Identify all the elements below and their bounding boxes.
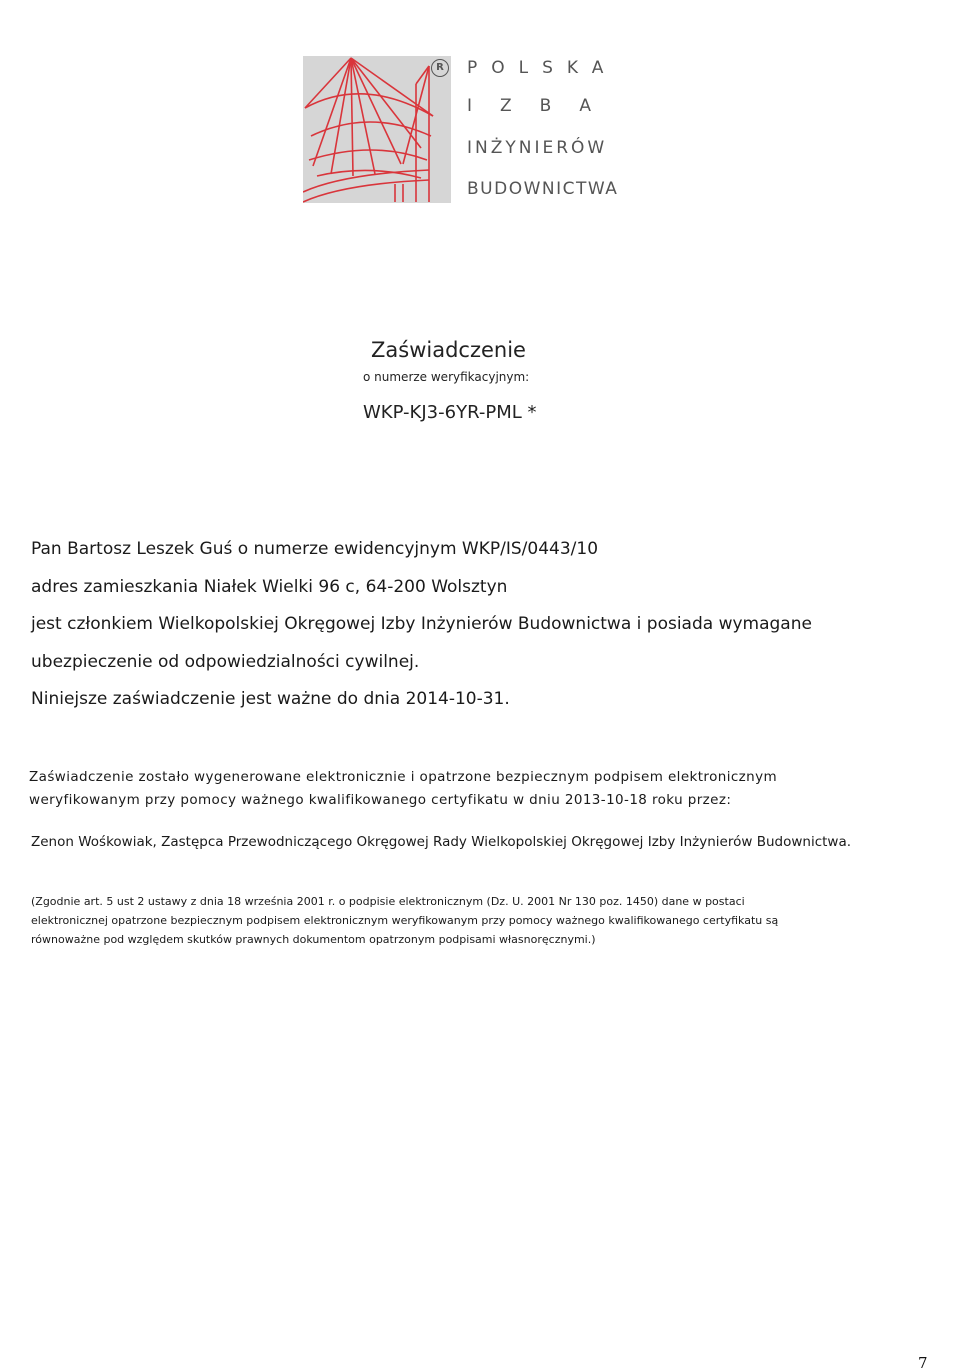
legal-line-2: elektronicznej opatrzone bezpiecznym podpisem elektronicznym weryfikowanym przy pomocy ważnego kwalifikowanego certyfikatu są — [31, 914, 779, 927]
document-title: Zaświadczenie — [371, 338, 526, 362]
body-line-member: Pan Bartosz Leszek Guś o numerze ewidencyjnym WKP/IS/0443/10 — [31, 539, 599, 559]
legal-line-1: (Zgodnie art. 5 ust 2 ustawy z dnia 18 września 2001 r. o podpisie elektronicznym (Dz. U. 2001 Nr 130 poz. 1450) dane w postaci — [31, 895, 745, 908]
signature-line-1: Zaświadczenie zostało wygenerowane elektronicznie i opatrzone bezpiecznym podpisem elektronicznym — [29, 769, 778, 785]
legal-note — [31, 892, 931, 949]
body-line-insurance: ubezpieczenie od odpowiedzialności cywilnej. — [31, 651, 420, 672]
legal-line-3: równoważne pod względem skutków prawnych dokumentom opatrzonym podpisami własnoręcznymi.) — [31, 933, 596, 946]
body-line-membership: jest członkiem Wielkopolskiej Okręgowej Izby Inżynierów Budownictwa i posiada wymagane — [31, 614, 812, 634]
page-number: 7 — [918, 1354, 928, 1372]
body-line-validity: Niniejsze zaświadczenie jest ważne do dnia 2014-10-31. — [31, 689, 510, 709]
body-line-address: adres zamieszkania Niałek Wielki 96 c, 64-200 Wolsztyn — [31, 576, 508, 597]
certificate-body — [31, 531, 931, 719]
logo-text-polska: POLSKA — [467, 58, 618, 78]
certificate-header — [363, 338, 536, 423]
signer-name: Zenon Wośkowiak, Zastępca Przewodniczącego Okręgowej Rady Wielkopolskiej Okręgowej Izby Inżynierów Budownictwa. — [31, 834, 852, 850]
logo-graphic-icon — [303, 56, 451, 203]
logo-structure-icon — [303, 56, 451, 203]
logo-text-izba: IZBA — [467, 96, 619, 116]
document-subtitle: o numerze weryfikacyjnym: — [363, 370, 530, 384]
logo-text-inzynierow: INŻYNIERÓW — [467, 138, 608, 158]
logo-text-budownictwa: BUDOWNICTWA — [467, 179, 619, 199]
piib-logo — [303, 56, 619, 206]
registered-mark-icon: R — [431, 59, 449, 77]
verification-code: WKP-KJ3-6YR-PML * — [363, 402, 537, 423]
signature-line-2: weryfikowanym przy pomocy ważnego kwalifikowanego certyfikatu w dniu 2013-10-18 roku przez: — [29, 792, 732, 808]
signature-statement — [29, 766, 929, 812]
